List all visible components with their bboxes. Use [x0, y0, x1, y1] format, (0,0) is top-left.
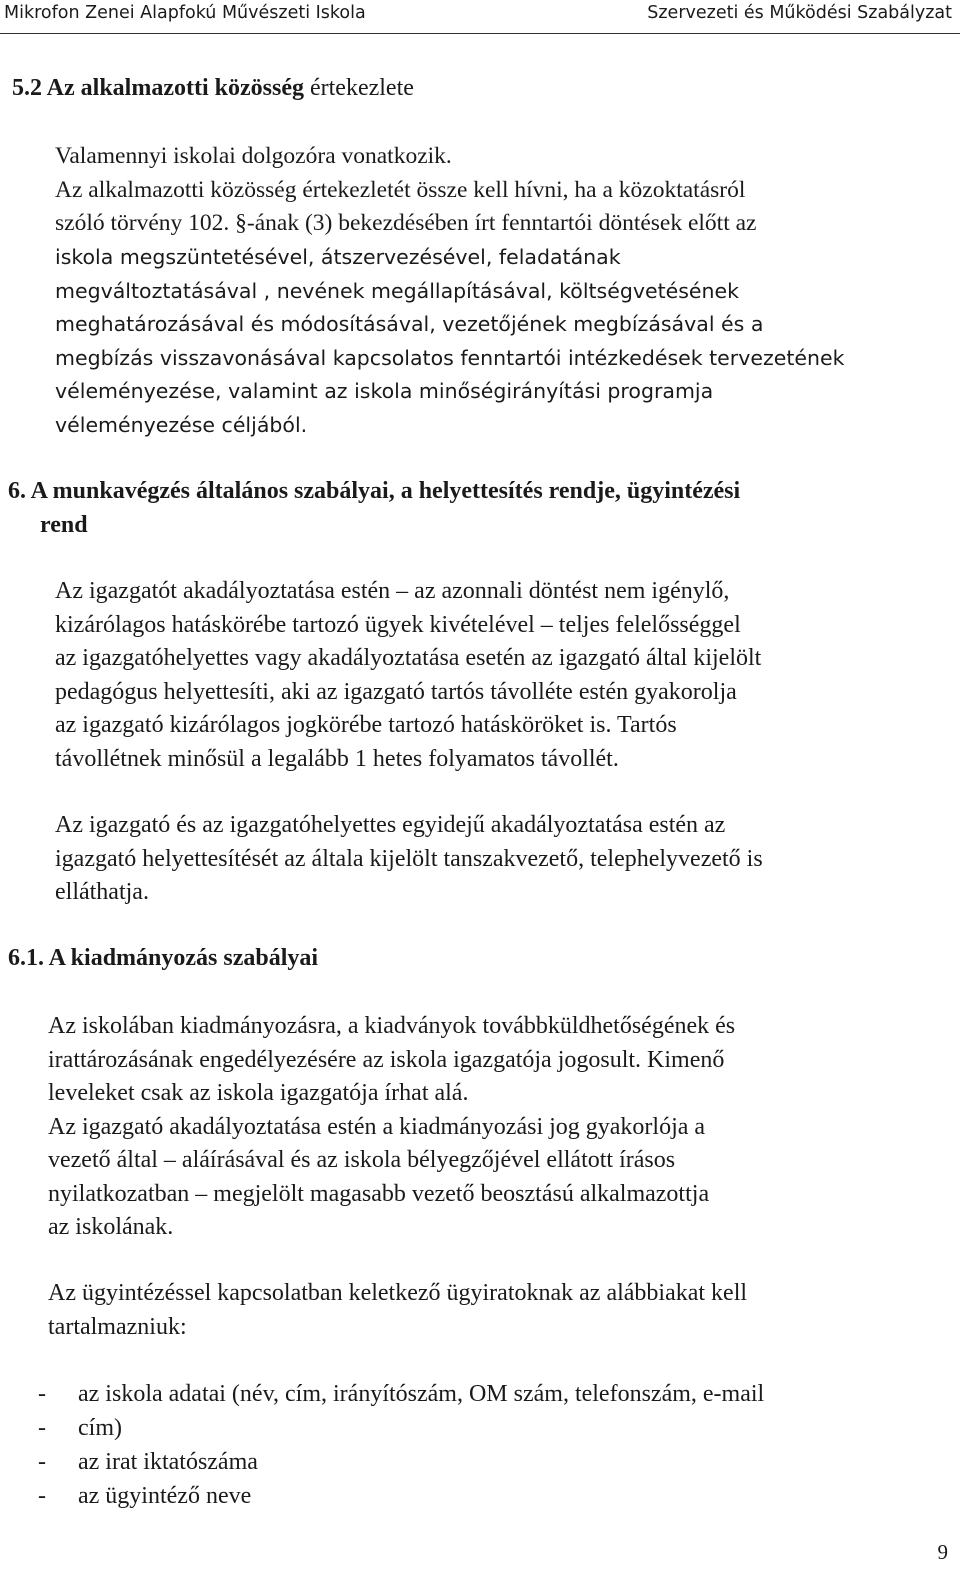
- section-6-1-paragraph-1: [48, 1010, 735, 1245]
- text-line: megbízás visszavonásával kapcsolatos fenntartói intézkedések tervezetének: [55, 345, 845, 370]
- section-6-paragraph-2: [55, 809, 763, 910]
- heading-6: [8, 475, 740, 507]
- heading-6-1-title: 6.1. A kiadmányozás szabályai: [8, 945, 319, 971]
- text-line: nyilatkozatban – megjelölt magasabb vezető beosztású alkalmazottja: [48, 1180, 710, 1207]
- text-line: Az iskolában kiadmányozásra, a kiadványok továbbküldhetőségének és: [48, 1013, 736, 1039]
- text-line: meghatározásával és módosításával, vezetőjének megbízásával és a: [55, 312, 764, 336]
- text-line: leveleket csak az iskola igazgatója írhat alá.: [48, 1080, 469, 1106]
- text-line: Valamennyi iskolai dolgozóra vonatkozik.: [55, 143, 452, 169]
- heading-6-1: [8, 942, 318, 974]
- text-line: elláthatja.: [55, 879, 149, 905]
- text-line: az iskolának.: [48, 1214, 174, 1240]
- text-line: irattározásának engedélyezésére az iskola igazgatója jogosult. Kimenő: [48, 1046, 725, 1073]
- text-line: Az ügyintézéssel kapcsolatban keletkező ügyiratoknak az alábbiakat kell: [48, 1280, 748, 1306]
- heading-6-line1: 6. A munkavégzés általános szabályai, a helyettesítés rendje, ügyintézési: [8, 478, 741, 504]
- text-line: igazgató helyettesítését az általa kijelölt tanszakvezető, telephelyvezető is: [55, 845, 763, 872]
- list-item-text: az iskola adatai (név, cím, irányítószám, OM szám, telefonszám, e-mail: [78, 1381, 765, 1407]
- header-document-title: Szervezeti és Működési Szabályzat: [647, 3, 952, 23]
- section-6-1-paragraph-2: [48, 1277, 747, 1344]
- text-line: vezető által – aláírásával és az iskola bélyegzőjével ellátott írásos: [48, 1147, 676, 1173]
- section-6-paragraph-1: [55, 575, 761, 776]
- list-item: [38, 1445, 764, 1479]
- text-line: az igazgatóhelyettes vagy akadályoztatása esetén az igazgató által kijelölt: [55, 645, 762, 671]
- required-contents-list: [38, 1377, 764, 1513]
- list-item: [38, 1411, 764, 1445]
- text-line: távollétnek minősül a legalább 1 hetes folyamatos távollét.: [55, 745, 619, 772]
- list-dash: -: [38, 1381, 46, 1407]
- list-dash: -: [38, 1483, 46, 1509]
- text-line: Az igazgatót akadályoztatása estén – az azonnali döntést nem igénylő,: [55, 578, 730, 604]
- list-dash: -: [38, 1415, 46, 1441]
- text-line: Az igazgató és az igazgatóhelyettes egyidejű akadályoztatása estén az: [55, 812, 726, 838]
- list-item-text: az ügyintéző neve: [78, 1483, 252, 1509]
- text-line: az igazgató kizárólagos jogkörébe tartozó hatásköröket is. Tartós: [55, 712, 677, 738]
- heading-5-2-light: értekezlete: [303, 75, 414, 101]
- text-line: véleményezése, valamint az iskola minőségirányítási programja: [55, 379, 714, 403]
- text-line: iskola megszüntetésével, átszervezésével, feladatának: [55, 245, 621, 269]
- text-line: megváltoztatásával , nevének megállapításával, költségvetésének: [55, 278, 740, 303]
- list-item: [38, 1377, 764, 1411]
- list-item: [38, 1479, 764, 1513]
- text-line: Az igazgató akadályoztatása estén a kiadmányozási jog gyakorlója a: [48, 1113, 706, 1140]
- text-line: szóló törvény 102. §-ának (3) bekezdésében írt fenntartói döntések előtt az: [55, 210, 757, 236]
- section-5-2-text-cont: [55, 241, 844, 442]
- text-line: pedagógus helyettesíti, aki az igazgató tartós távolléte estén gyakorolja: [55, 678, 737, 705]
- text-line: Az alkalmazotti közösség értekezletét össze kell hívni, ha a közoktatásról: [55, 176, 746, 203]
- heading-6-line2: rend: [40, 512, 88, 538]
- page-number: 9: [937, 1540, 948, 1564]
- page-header: [0, 0, 960, 34]
- list-item-text: az irat iktatószáma: [78, 1449, 258, 1475]
- list-dash: -: [38, 1449, 46, 1475]
- header-school-name: Mikrofon Zenei Alapfokú Művészeti Iskola: [4, 3, 366, 23]
- text-line: tartalmazniuk:: [48, 1313, 187, 1340]
- text-line: véleményezése céljából.: [55, 412, 308, 437]
- text-line: kizárólagos hatáskörébe tartozó ügyek kivételével – teljes felelősséggel: [55, 611, 741, 638]
- list-item-text: cím): [78, 1415, 122, 1441]
- heading-5-2-bold: 5.2 Az alkalmazotti közösség: [12, 75, 304, 101]
- section-5-2-text: [55, 140, 756, 241]
- heading-6-cont: [40, 509, 88, 541]
- heading-5-2: [12, 72, 414, 104]
